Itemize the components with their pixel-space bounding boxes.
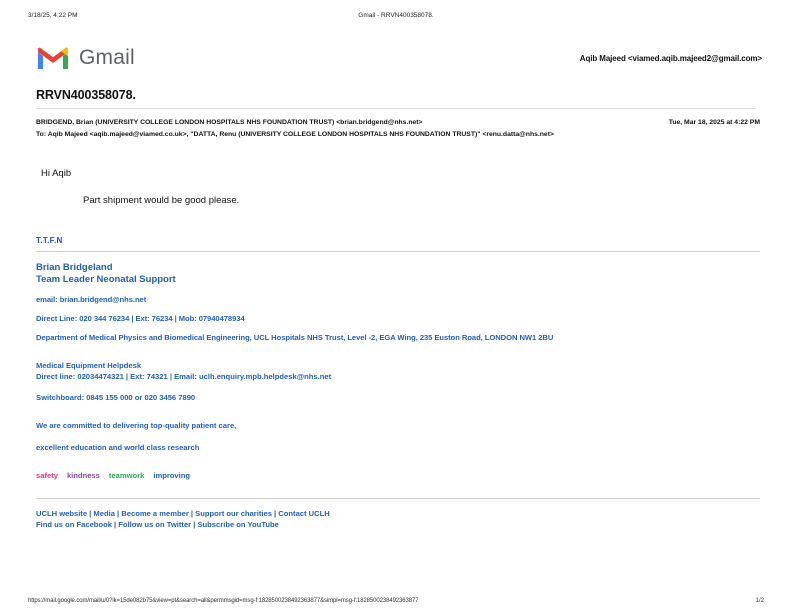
email-subject: RRVN400358078. <box>36 88 756 109</box>
commitment-line-1: We are committed to delivering top-quality patient care, <box>36 420 237 430</box>
footer-links-line-1[interactable]: UCLH website | Media | Become a member | Support our charities | Contact UCLH <box>36 508 330 518</box>
signature-direct-line: Direct Line: 020 344 76234 | Ext: 76234 | Mob: 07940478934 <box>36 313 245 323</box>
account-email: Aqib Majeed <viamed.aqib.majeed2@gmail.com> <box>579 53 762 63</box>
signature-email-label: email: <box>36 294 58 304</box>
signature-footer-links <box>36 498 760 531</box>
body-greeting: Hi Aqib <box>41 168 72 179</box>
print-date: 3/18/25, 4:22 PM <box>28 12 78 19</box>
print-header <box>0 12 792 19</box>
email-header-from-row <box>36 118 760 129</box>
signature-divider-top <box>36 251 760 252</box>
helpdesk-title: Medical Equipment Helpdesk <box>36 360 142 370</box>
values-row <box>36 472 760 480</box>
email-from: BRIDGEND, Brian (UNIVERSITY COLLEGE LONDON HOSPITALS NHS FOUNDATION TRUST) <brian.bridgend@nhs.net> <box>36 119 423 126</box>
email-date: Tue, Mar 18, 2025 at 4:22 PM <box>668 119 760 126</box>
signature-email-line <box>36 296 760 304</box>
body-paragraph: Part shipment would be good please. <box>83 195 240 206</box>
footer-links-line-2[interactable]: Find us on Facebook | Follow us on Twitter | Subscribe on YouTube <box>36 520 279 530</box>
value-improving: improving <box>153 470 191 480</box>
value-safety: safety <box>36 470 58 480</box>
helpdesk-block <box>36 360 760 382</box>
signature-department: Department of Medical Physics and Biomedical Engineering, UCL Hospitals NHS Trust, Level -2, EGA Wing, 235 Euston Road, LONDON NW1 2BU <box>36 332 554 342</box>
gmail-brand <box>36 45 135 71</box>
print-doc-title: Gmail - RRVN400358078. <box>358 12 434 19</box>
signature-block <box>36 263 760 531</box>
value-teamwork: teamwork <box>108 470 145 480</box>
signature-email-link[interactable]: brian.bridgend@nhs.net <box>59 294 147 304</box>
gmail-wordmark: Gmail <box>79 46 135 69</box>
body-signoff: T.T.F.N <box>36 236 63 245</box>
helpdesk-line: Direct line: 02034474321 | Ext: 74321 | Email: uclh.enquiry.mpb.helpdesk@nhs.net <box>36 371 332 381</box>
commitment-line-2: excellent education and world class research <box>36 442 200 452</box>
email-to: To: Aqib Majeed <aqib.majeed@viamed.co.uk>, "DATTA, Renu (UNIVERSITY COLLEGE LONDON HOSPITALS NHS FOUNDATION TRUST)" <renu.datta@nhs.net> <box>36 131 554 138</box>
signature-role: Team Leader Neonatal Support <box>36 273 176 285</box>
value-kindness: kindness <box>66 470 100 480</box>
signature-name: Brian Bridgeland <box>36 262 113 273</box>
gmail-m-logo <box>36 45 70 71</box>
email-body <box>36 168 760 531</box>
switchboard-line: Switchboard: 0845 155 000 or 020 3456 7890 <box>36 392 196 402</box>
print-footer <box>0 598 792 604</box>
print-page-number: 1/2 <box>755 598 764 604</box>
print-url: https://mail.google.com/mail/u/0?ik=15de082b75&view=pt&search=all&permmsgid=msg-f:1828500238492363877&simpl=msg-f:1828500238492363877 <box>28 598 419 604</box>
brand-row <box>36 42 762 74</box>
